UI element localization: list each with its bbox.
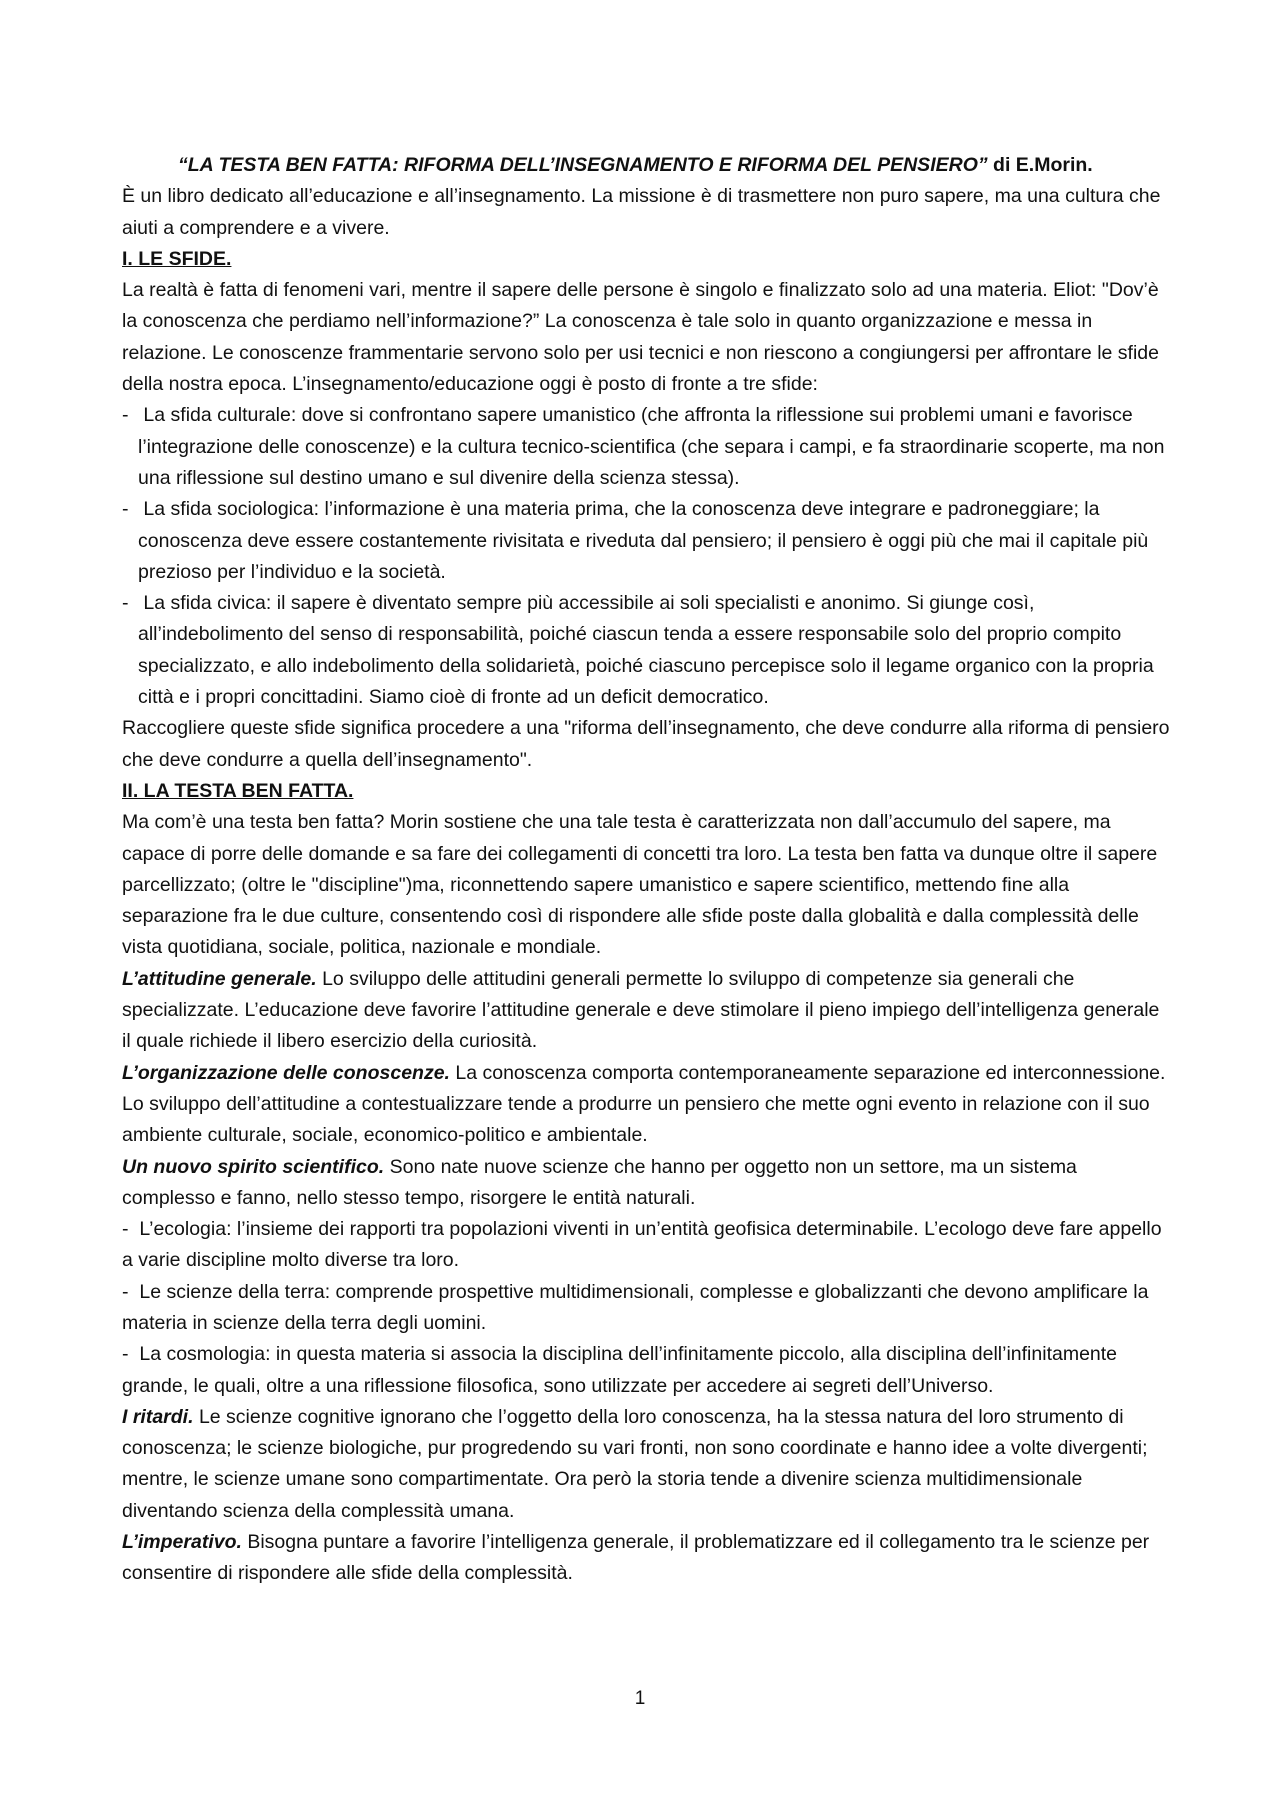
section1-paragraph: La realtà è fatta di fenomeni vari, mentre il sapere delle persone è singolo e finalizzato solo ad una materia. Eliot: "Dov’è la conoscenza che perdiamo nell’informazione?” La conoscenza è tale solo in quanto organizzazione e messa in relazione. Le conoscenze frammentarie servono solo per usi tecnici e non riescono a congiungersi per affrontare le sfide della nostra epoca. L’insegnamento/educazione oggi è posto di fronte a tre sfide: (122, 279, 1159, 396)
intro-paragraph: È un libro dedicato all’educazione e all’insegnamento. La missione è di trasmettere non puro sapere, ma una cultura che aiuti a comprendere e a vivere. (122, 185, 1161, 239)
list-item: - La cosmologia: in questa materia si associa la disciplina dell’infinitamente piccolo, alla disciplina dell’infinitamente grande, le quali, oltre a una riflessione filosofica, sono utilizzate per accedere ai segreti dell’Universo. (122, 1343, 1118, 1397)
imperativo-paragraph: L’imperativo. Bisogna puntare a favorire l’intelligenza generale, il problematizzare ed il collegamento tra le scienze per consentire di rispondere alle sfide della complessità. (122, 1531, 1150, 1585)
section-heading-2: II. LA TESTA BEN FATTA. (122, 779, 354, 802)
page-number: 1 (634, 1688, 646, 1709)
ritardi-paragraph: I ritardi. Le scienze cognitive ignorano che l’oggetto della loro conoscenza, ha la stessa natura del loro strumento di conoscenza; le scienze biologiche, pur progredendo su vari fronti, non sono coordinate e hanno idee a volte divergenti; mentre, le scienze umane sono compartimentate. Ora però la storia tende a divenire scienza multidimensionale diventando scienza della complessità umana. (122, 1405, 1148, 1522)
list-item: - La sfida civica: il sapere è diventato sempre più accessibile ai soli specialisti e anonimo. Si giunge così, all’indebolimento del senso di responsabilità, poiché ciascun tenda a essere responsabile solo del proprio compito specializzato, e allo indebolimento della solidarietà, poiché ciascuno percepisce solo il legame organico con la propria città e i propri concittadini. Siamo cioè di fronte ad un deficit democratico. (122, 592, 1154, 709)
spirito-lead: Un nuovo spirito scientifico. (122, 1155, 385, 1178)
section2-paragraph: Ma com’è una testa ben fatta? Morin sostiene che una tale testa è caratterizzata non dall’accumulo del sapere, ma capace di porre delle domande e sa fare dei collegamenti di concetti tra loro. La testa ben fatta va dunque oltre il sapere parcellizzato; (oltre le "discipline")ma, riconnettendo sapere umanistico e sapere scientifico, mettendo fine alla separazione fra le due culture, consentendo così di rispondere alle sfide poste dalla globalità e dalla complessità delle vista quotidiana, sociale, politica, nazionale e mondiale. (122, 811, 1158, 959)
list-item: - La sfida culturale: dove si confrontano sapere umanistico (che affronta la riflessione sui problemi umani e favorisce l’integrazione delle conoscenze) e la cultura tecnico-scientifica (che separa i campi, e fa straordinarie scoperte, ma non una riflessione sul destino umano e sul divenire della scienza stessa). (122, 404, 1165, 489)
spirito-paragraph: Un nuovo spirito scientifico. Sono nate nuove scienze che hanno per oggetto non un settore, ma un sistema complesso e fanno, nello stesso tempo, risorgere le entità naturali. (122, 1155, 1077, 1209)
organizzazione-lead: L’organizzazione delle conoscenze. (122, 1061, 450, 1084)
document-page (122, 150, 1172, 1590)
attitudine-paragraph: L’attitudine generale. Lo sviluppo delle attitudini generali permette lo sviluppo di competenze sia generali che specializzate. L’educazione deve favorire l’attitudine generale e deve stimolare il pieno impiego dell’intelligenza generale il quale richiede il libero esercizio della curiosità. (122, 967, 1160, 1053)
title-text: “LA TESTA BEN FATTA: RIFORMA DELL’INSEGNAMENTO E RIFORMA DEL PENSIERO” (178, 154, 988, 176)
list-item: - L’ecologia: l’insieme dei rapporti tra popolazioni viventi in un’entità geofisica determinabile. L’ecologo deve fare appello a varie discipline molto diverse tra loro. (122, 1218, 1162, 1272)
ritardi-lead: I ritardi. (122, 1405, 194, 1428)
title-author: di E.Morin. (987, 154, 1093, 176)
list-item: - Le scienze della terra: comprende prospettive multidimensionali, complesse e globalizzanti che devono amplificare la materia in scienze della terra degli uomini. (122, 1280, 1149, 1334)
list-item: - La sfida sociologica: l’informazione è una materia prima, che la conoscenza deve integrare e padroneggiare; la conoscenza deve essere costantemente rivisitata e riveduta dal pensiero; il pensiero è oggi più che mai il capitale più prezioso per l’individuo e la società. (122, 498, 1149, 583)
organizzazione-paragraph: L’organizzazione delle conoscenze. La conoscenza comporta contemporaneamente separazione ed interconnessione. Lo sviluppo dell’attitudine a contestualizzare tende a produrre un pensiero che mette ogni evento in relazione con il suo ambiente culturale, sociale, economico-politico e ambientale. (122, 1061, 1166, 1147)
section-heading-1: I. LE SFIDE. (122, 247, 232, 270)
attitudine-lead: L’attitudine generale. (122, 967, 317, 990)
imperativo-lead: L’imperativo. (122, 1531, 242, 1554)
document-title (122, 150, 1172, 181)
section1-closing: Raccogliere queste sfide significa procedere a una "riforma dell’insegnamento, che deve condurre alla riforma di pensiero che deve condurre a quella dell’insegnamento". (122, 717, 1170, 771)
